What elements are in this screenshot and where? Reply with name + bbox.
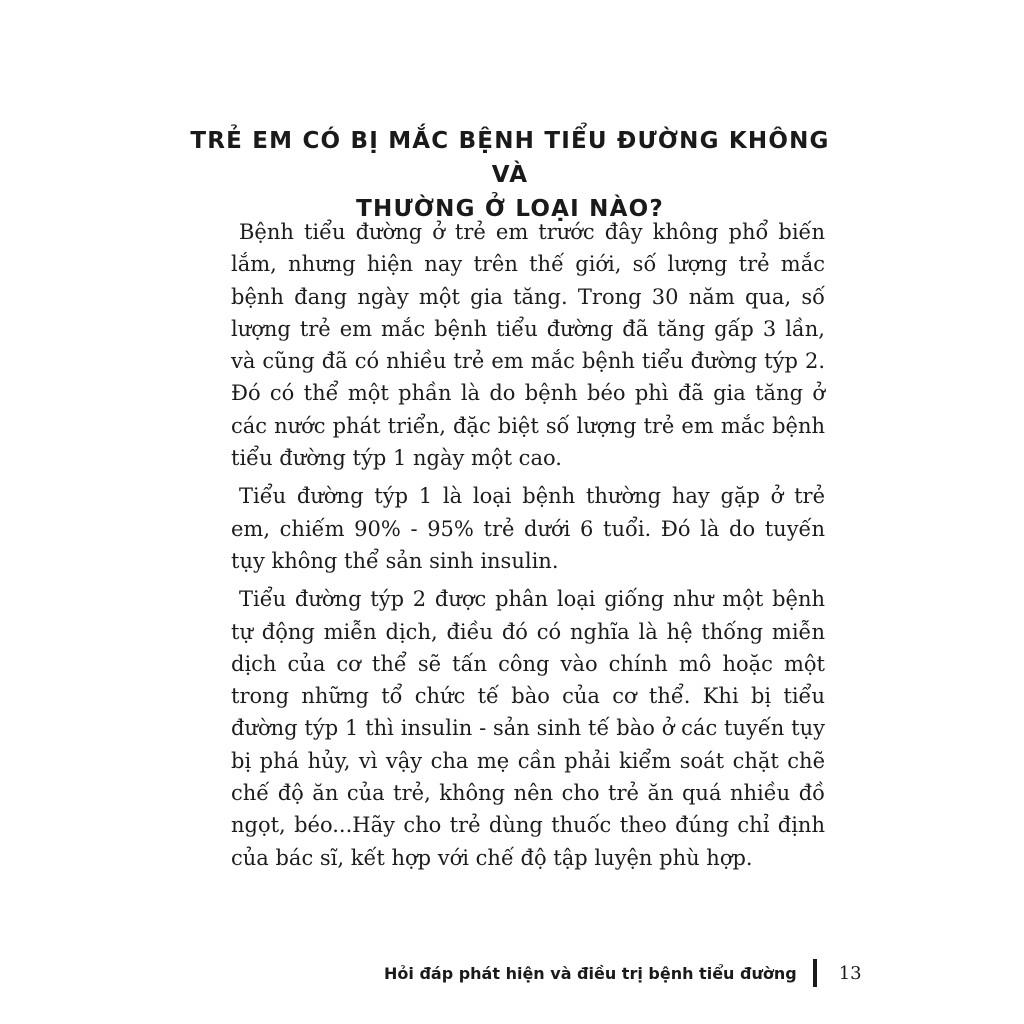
body-text — [231, 216, 825, 880]
page-footer — [384, 958, 862, 988]
page-number: 13 — [838, 962, 862, 984]
heading-line-2: THƯỜNG Ở LOẠI NÀO? — [356, 196, 664, 222]
paragraph-3: Tiểu đường týp 2 được phân loại giống như một bệnh tự động miễn dịch, điều đó có nghĩa là hệ thống miễn dịch của cơ thể sẽ tấn công vào chính mô hoặc một trong những tổ chức tế bào của cơ thể. Khi bị tiểu đường týp 1 thì insulin - sản sinh tế bào ở các tuyến tụy bị phá hủy, vì vậy cha mẹ cần phải kiểm soát chặt chẽ chế độ ăn của trẻ, không nên cho trẻ ăn quá nhiều đồ ngọt, béo...Hãy cho trẻ dùng thuốc theo đúng chỉ định của bác sĩ, kết hợp với chế độ tập luyện phù hợp. — [231, 587, 825, 870]
heading-line-1: TRẺ EM CÓ BỊ MẮC BỆNH TIỂU ĐƯỜNG KHÔNG VÀ — [190, 128, 830, 188]
chapter-heading — [180, 124, 840, 226]
paragraph-1: Bệnh tiểu đường ở trẻ em trước đây không phổ biến lắm, nhưng hiện nay trên thế giới, số lượng trẻ mắc bệnh đang ngày một gia tăng. Trong 30 năm qua, số lượng trẻ em mắc bệnh tiểu đường đã tăng gấp 3 lần, và cũng đã có nhiều trẻ em mắc bệnh tiểu đường týp 2. Đó có thể một phần là do bệnh béo phì đã gia tăng ở các nước phát triển, đặc biệt số lượng trẻ em mắc bệnh tiểu đường týp 1 ngày một cao. — [231, 220, 825, 471]
footer-divider — [813, 959, 817, 987]
running-footer-title: Hỏi đáp phát hiện và điều trị bệnh tiểu đường — [384, 963, 797, 983]
paragraph-2: Tiểu đường týp 1 là loại bệnh thường hay gặp ở trẻ em, chiếm 90% - 95% trẻ dưới 6 tuổi. Đó là do tuyến tụy không thể sản sinh insulin. — [231, 484, 825, 573]
